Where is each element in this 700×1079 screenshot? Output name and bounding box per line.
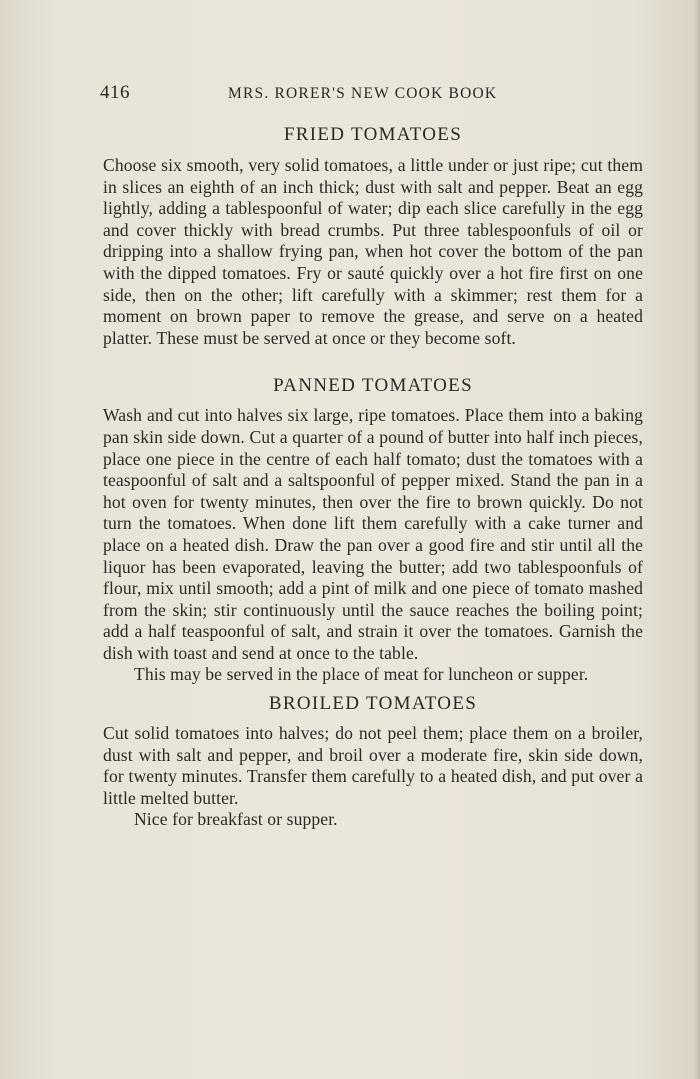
page-number: 416 xyxy=(100,82,130,103)
recipe-fried-tomatoes: Choose six smooth, very solid tomatoes, a little under or just ripe; cut them in slices an eighth of an inch thick; dust with salt and pepper. Beat an egg lightly, adding a tablespoonful of water; dip each slice carefully in the egg and cover thickly with bread crumbs. Put three tablespoonfuls of oil or dripping into a shallow frying pan, when hot cover the bottom of the pan with the dipped tomatoes. Fry or sauté quickly over a hot fire first on one side, then on the other; lift carefully with a skimmer; rest them for a moment on brown paper to remove the grease, and serve on a heated platter. These must be served at once or they become soft. xyxy=(103,155,643,348)
heading-panned-tomatoes: PANNED TOMATOES xyxy=(273,375,473,397)
note-panned-tomatoes: This may be served in the place of meat for luncheon or supper. xyxy=(134,664,589,685)
note-broiled-tomatoes: Nice for breakfast or supper. xyxy=(134,809,338,830)
page-content xyxy=(103,122,643,831)
page-edge-shadow xyxy=(694,0,700,1079)
recipe-broiled-tomatoes: Cut solid tomatoes into halves; do not peel them; place them on a broiler, dust with salt and pepper, and broil over a moderate fire, skin side down, for twenty minutes. Transfer them carefully to a heated dish, and put over a little melted butter. xyxy=(103,723,643,808)
heading-fried-tomatoes: FRIED TOMATOES xyxy=(283,124,463,145)
recipe-panned-tomatoes: Wash and cut into halves six large, ripe tomatoes. Place them into a baking pan skin side down. Cut a quarter of a pound of butter into half inch pieces, place one piece in the centre of each half tomato; dust the tomatoes with a teaspoonful of salt and a saltspoonful of pepper mixed. Stand the pan in a hot oven for twenty minutes, then over the fire to brown quickly. Do not turn the tomatoes. When done lift them carefully with a cake turner and place on a heated dish. Draw the pan over a good fire and stir until all the liquor has been evaporated, leaving the butter; add two tablespoonfuls of flour, mix until smooth; add a pint of milk and one piece of tomato mashed from the skin; stir continuously until the sauce reaches the boiling point; add a half teaspoonful of salt, and strain it over the tomatoes. Garnish the dish with toast and send at once to the table. xyxy=(103,405,643,663)
running-head xyxy=(100,82,645,108)
heading-broiled-tomatoes: BROILED TOMATOES xyxy=(268,693,478,715)
running-title: MRS. RORER'S NEW COOK BOOK xyxy=(228,85,498,102)
